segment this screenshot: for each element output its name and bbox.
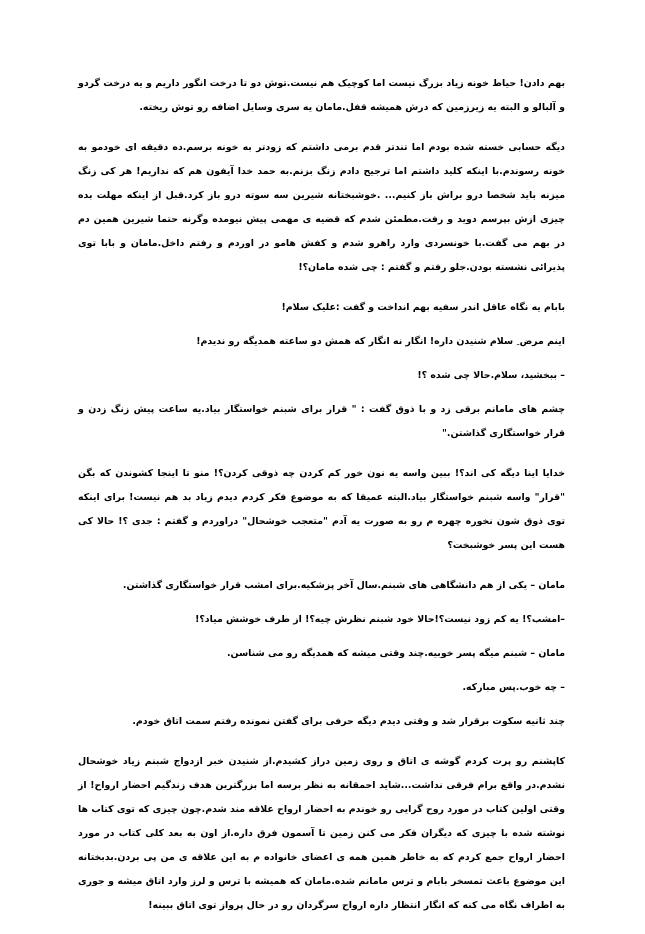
paragraph-tonight-question: –امشب؟! یه کم زود نیست؟!حالا خود شبنم نظرش چیه؟! از طرف خوشش میاد؟! [195, 614, 565, 625]
paragraph-spirits: کاپشنم رو پرت کردم گوشه ی اتاق و روی زمین دراز کشیدم.از شنیدن خبر ازدواج شبنم زیاد خوشحال نشدم.در واقع برام فرقی نداشت...شاید احمقانه به نظر برسه اما بزرگترین هدف زندگیم احضار ارواح! از وقتی اولین کتاب در مورد روح گرایی رو خوندم به احضار ارواح علاقه مند شدم.چون چیزی که توی کتاب ها نوشته شده با چیزی که دیگران فکر می کنن زمین تا آسمون فرق داره.از اون به بعد کلی کتاب در مورد احضار ارواح جمع کردم که به خاطر همین همه ی اعضای خانواده م به این علاقه ی من پی بردن.بدبختانه این موضوع باعث تمسخر بابام و ترس مامانم شده.مامان که همیشه با ترس و لرز وارد اتاق میشه و جوری به اطراف نگاه می کنه که انگار انتظار داره ارواح سرگردان رو در حال پرواز توی اتاق ببینه! [78, 756, 565, 911]
paragraph-yard: بهم دادن! حیاط خونه زیاد بزرگ نیست اما کوچیک هم نیست.توش دو تا درخت انگور داریم و یه درخت گردو و آلبالو و البته یه زیرزمین که درش همیشه قفل.مامان یه سری وسایل اضافه رو توش ریخته. [78, 78, 565, 113]
paragraph-apology: – ببخشید، سلام.حالا چی شده ؟! [417, 370, 565, 381]
paragraph-arriving-home: دیگه حسابی خسته شده بودم اما تندتر قدم برمی داشتم که زودتر به خونه برسم.ده دقیقه ای خودمو به خونه رسوندم.با اینکه کلید داشتم اما ترجیح دادم زنگ بزنم.به حمد خدا آیفون هم که نداریم! هر کی زنگ میزنه باید شخصا درو براش باز کنیم... .خوشبختانه شیرین سه سوته درو باز کرد.قبل از اینکه مهلت بده چیزی ازش بپرسم دوید و رفت.مطمئن شدم که قضیه ی مهمی پیش نیومده وگرنه حتما شیرین همین دم در بهم می گفت.با خونسردی وارد راهرو شدم و کفش هامو در اوردم و رفتم داخل.مامان و بابا توی پذیرائی نشسته بودن.جلو رفتم و گفتم : چی شده مامان؟! [78, 142, 565, 273]
paragraph-mother-good-boy: مامان – شبنم میگه پسر خوبیه.چند وقتی میشه که همدیگه رو می شناسن. [226, 648, 565, 659]
paragraph-mother-classmate: مامان – یکی از هم دانشگاهی های شبنم.سال آخر پزشکیه.برای امشب قرار خواستگاری گذاشتن. [122, 580, 565, 591]
paragraph-congrats: – چه خوب.پس مبارکه. [462, 682, 565, 693]
paragraph-father-reply: بابام یه نگاه عاقل اندر سفیه بهم انداخت و گفت :علیک سلام! [281, 302, 565, 313]
paragraph-greeting-thought: اینم مرض ِ سلام شنیدن داره! انگار نه انگار که همش دو ساعته همدیگه رو ندیدم! [196, 336, 565, 347]
paragraph-reaction: خدایا اینا دیگه کی اند؟! ببین واسه یه نون خور کم کردن چه ذوقی کردن؟! منو تا اینجا کشوندن که بگن "قرار" واسه شبنم خواستگار بیاد.البته عمیقا که به موضوع فکر کردم دیدم زیاد بد هم نیست! برای اینکه توی ذوق شون نخوره چهره م رو به صورت یه آدم "متعجب خوشحال" دراوردم و گفتم : جدی ؟! حالا کی هست این پسر خوشبخت؟ [78, 468, 565, 551]
document-body [78, 72, 565, 934]
paragraph-silence: چند ثانیه سکوت برقرار شد و وقتی دیدم دیگه حرفی برای گفتن نمونده رفتم سمت اتاق خودم. [132, 716, 565, 727]
paragraph-mother-news: چشم های مامانم برقی زد و با ذوق گفت : " قرار برای شبنم خواستگار بیاد.یه ساعت پیش زنگ زدن و قرار خواستگاری گذاشتن." [78, 404, 565, 439]
